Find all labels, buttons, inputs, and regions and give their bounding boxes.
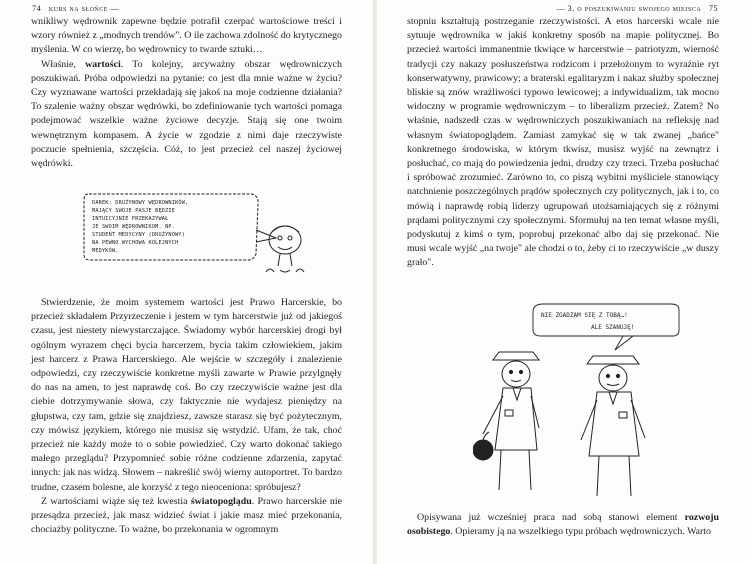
left-running-head-title: kurs na słońce —: [48, 4, 120, 13]
cartoon-two-scouts-illustration: [473, 300, 683, 500]
right-page: [377, 0, 750, 564]
bold-term: wartości: [85, 58, 121, 70]
cartoon-speech-bubble-illustration: [80, 190, 310, 282]
paragraph: wnikliwy wędrownik zapewne będzie potrafił czerpać wartościowe treści i wzory również z „modnych trendów". O ile zachowa zdolność do krytycznego myślenia. W co wierzę, bo wędrownicy to twarde sztuki…: [31, 16, 342, 56]
svg-text:MAJĄCY SWOJE PASJE BĘDZIE: [92, 208, 175, 214]
paragraph: Stwierdzenie, że moim systemem wartości jest Prawo Harcerskie, bo przecież składałem Przyrzeczenie i jestem w tym harcerstwie już od jakiegoś czasu, jest niestety niewystarczające. Świadomy wybór harcerskiej drogi był ogólnym wyrazem chęci bycia harcerzem, bycia takim człowiekiem, jakim jest harcerz z Prawa Harcerskiego. Ale wejście w szczegóły i znalezienie odpowiedzi, czy rzeczywiście konkretne myśli zawarte w Prawie przylgnęły do nas na amen, to jest naprawdę coś. Bo czy rzeczywiście ważne jest dla ciebie dotrzymywanie słowa, czy faktycznie nie wydajesz pieniędzy na głupstwa, czy tam, gdzie się znajdziesz, zawsze starasz się być pożytecznym, czy mówisz językiem, którego nie musisz się wstydzić. Ufam, że tak, choć przecież nie każdy może to o sobie powiedzieć. Czy warto dokonać takiego małego przeglądu? Przypomnieć sobie różne codzienne zdarzenia, zapytać innych: jak nas widzą. Słowem – nakreślić swój wierny autoportret. To bardzo trudne, czasem bolesne, ale korzyść z tego nieoceniona: spróbujesz?: [31, 297, 342, 493]
left-text-block-top: [31, 15, 342, 171]
left-text-block-bottom: [31, 296, 342, 537]
bold-term: rozwoju osobistego: [407, 512, 719, 538]
paragraph: Właśnie, wartości. To kolejny, arcyważny obszar wędrowniczych poszukiwań. Próba odpowiedzi na pytanie: co jest dla mnie ważne w życiu? Czy wyznawane wartości przekładają się jakoś na moje codzienne działania? To szalenie ważny obszar wędrówki, bo zdefiniowanie tych wartości pomaga podejmować wszelkie ważne życiowe decyzje. Stają się one twoim wewnętrznym kompasem. A życie w zgodzie z nimi daje rzeczywiste poczucie spełnienia, szczęścia. Cóż, to jest przecież cel naszej życiowej wędrówki.: [31, 58, 342, 170]
bold-term: światopoglądu: [190, 495, 252, 507]
bubble-line: NA PEWNO WYCHOWA KOLEJNYCH: [92, 240, 179, 246]
bubble-line: DAREK: DRUŻYNOWY WĘDROWNIKÓW,: [92, 200, 189, 206]
right-text-block-bottom: [407, 511, 719, 539]
bubble-line: INTUICYJNIE PRZEKAZYWAŁ: [92, 216, 169, 222]
svg-text:STUDENT MEDYCYNY (DRUŻYNOWY): [92, 231, 185, 238]
svg-text:MEDYKÓW.: [92, 247, 119, 254]
bubble-line: STUDENT MEDYCYNY (DRUŻYNOWY): [92, 232, 186, 238]
svg-text:INTUICYJNIE PRZEKAZYWAŁ: [92, 216, 168, 222]
right-text-block-top: [407, 15, 719, 271]
right-running-head: [556, 4, 718, 13]
paragraph: Z wartościami wiąże się też kwestia światopoglądu. Prawo harcerskie nie przesądza przecież, jak masz widzieć świat i jakie masz mieć przekonania, chociażby polityczne. To ważne, bo przekonania w ogromnym: [31, 495, 342, 536]
svg-text:DAREK: DRUŻYNOWY WĘDROWNIKÓW,: [92, 199, 188, 206]
paragraph: stopniu kształtują postrzeganie rzeczywistości. A etos harcerski wcale nie sytuuje wędrownika w jakiś konkretny sposób na mapie politycznej. Bo przecież wartości immanentnie tkwiące w harcerstwie – patriotyzm, wierność tradycji czy nakazy posłuszeństwa rodzicom i przełożonym to wyraźnie ryt konserwatywny, prawicowy; a braterski egalitaryzm i nakaz służby społecznej bliskie są znów wrażliwości typowo lewicowej; a indywidualizm, tak mocno widoczny w programie wędrowniczym – to liberalizm przecież. Zatem? No właśnie, nadszedł czas w wędrowniczych poszukiwaniach na refleksję nad własnym światopoglądem. Zamiast zamykać się w tak zwanej „bańce" konkretnego środowiska, w którym tkwisz, musisz wyjść na zewnątrz i posłuchać, co mają do powiedzenia jedni, drudzy czy trzeci. Trzeba posłuchać i spróbować zrozumieć. Zarówno to, co piszą wybitni myśliciele stanowiący natchnienie poszczególnych prądów społecznych czy politycznych, jak i to, co mówią i naprawdę robią liderzy ugrupowań utożsamiających się z różnymi prądami politycznymi czy społecznymi. Sformułuj na ten temat własne myśli, podyskutuj z kimś o tym, poprobuj przekonać albo daj się przekonać. Nie musi wcale wyjść „na twoje" ale chodzi o to, żeby ci to rzeczywiście „w duszy grało".: [407, 16, 719, 269]
bubble-line: ALE SZANUJĘ!: [591, 324, 635, 331]
bubble-line: JE SWOIM WĘDROWNIKOM. NP.: [92, 224, 176, 230]
left-page-number: 74: [32, 4, 42, 13]
bubble-line: MAJĄCY SWOJE PASJE BĘDZIE: [92, 208, 176, 214]
left-running-head: [32, 4, 119, 13]
right-running-head-title: — 3. o poszukiwaniu swojego miejsca: [556, 4, 702, 13]
bubble-line: MEDYKÓW.: [92, 248, 119, 254]
right-page-number: 75: [708, 4, 718, 13]
left-page: [0, 0, 373, 564]
paragraph: Opisywana już wcześniej praca nad sobą stanowi element rozwoju osobistego. Opieramy ją na wszelkiego typu próbach wędrowniczych. Warto: [407, 512, 719, 538]
bubble-line: NIE ZGADZAM SIĘ Z TOBĄ…!: [541, 312, 628, 319]
svg-text:JE SWOIM WĘDROWNIKOM. NP.: [92, 224, 175, 230]
svg-text:NA PEWNO WYCHOWA KOLEJNYCH: [92, 240, 178, 246]
